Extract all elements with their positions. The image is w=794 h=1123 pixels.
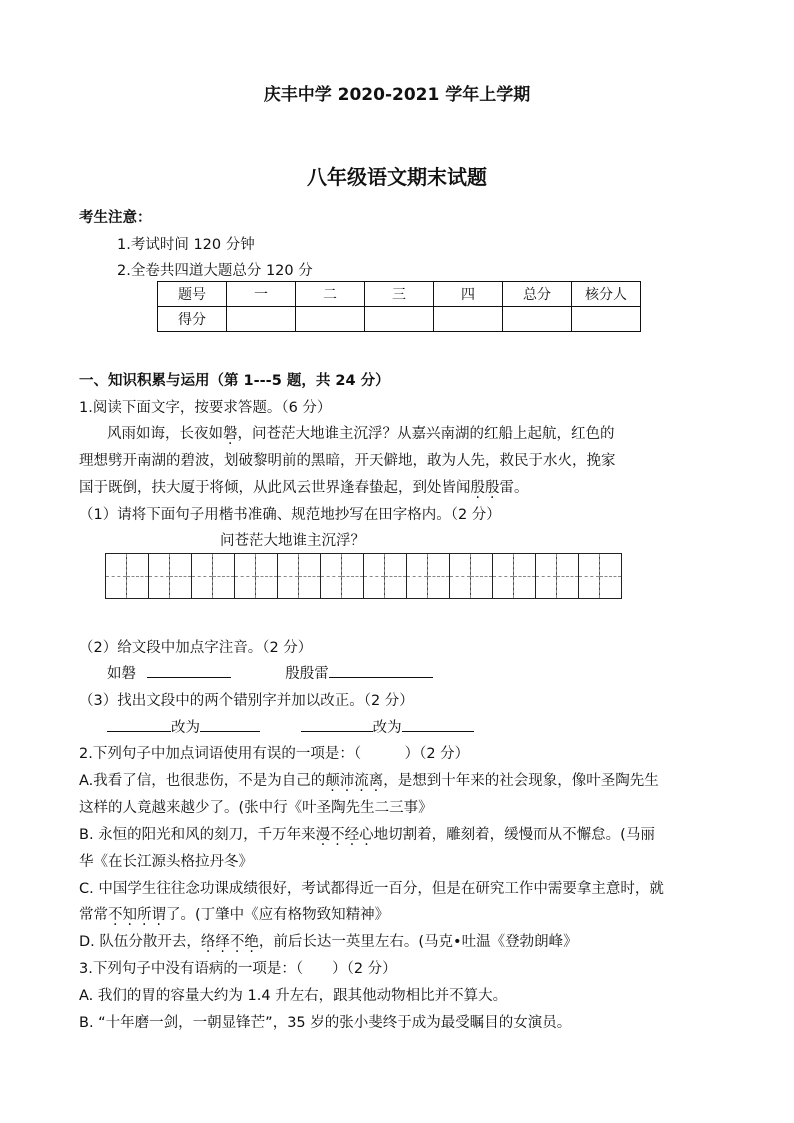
score-entry-cell[interactable] <box>296 307 365 332</box>
dotted-char: 知 <box>122 907 137 923</box>
passage-line-3: 国于既倒，扶大厦于将倾，从此风云世界逢春蛰起，到处皆闻殷殷雷。 <box>79 480 529 496</box>
q2-title: 2.下列句子中加点词语使用有误的一项是：（ ）（2 分） <box>79 746 470 762</box>
score-table-cell: 核分人 <box>572 282 641 307</box>
q1-sub1: （1）请将下面句子用楷书准确、规范地抄写在田字格内。（2 分） <box>79 507 501 523</box>
tianzige-box[interactable] <box>406 553 450 599</box>
dotted-char: 绎 <box>215 934 230 950</box>
score-entry-cell[interactable] <box>365 307 434 332</box>
change-to-label: 改为 <box>372 720 402 736</box>
dotted-char: 殷 <box>485 480 500 496</box>
tianzige-box[interactable] <box>449 553 493 599</box>
q1-title: 1.阅读下面文字，按要求答题。（6 分） <box>79 400 332 416</box>
q2-option-b-line2: 华《在长江源头格拉丹冬》 <box>79 854 253 870</box>
answer-blank[interactable] <box>329 662 433 678</box>
dotted-char: 颠 <box>325 773 340 789</box>
pinyin-line <box>107 662 433 683</box>
tianzige-box[interactable] <box>234 553 278 599</box>
score-table-cell: 二 <box>296 282 365 307</box>
dotted-char: 不 <box>330 827 345 843</box>
tianzige-box[interactable] <box>105 553 149 599</box>
score-table-cell: 总分 <box>503 282 572 307</box>
notice-heading: 考生注意： <box>79 210 152 226</box>
dotted-char: 所 <box>137 907 152 923</box>
dotted-char: 殷 <box>470 480 485 496</box>
section1-heading: 一、知识积累与运用（第 1---5 题，共 24 分） <box>79 373 390 389</box>
score-entry-cell[interactable] <box>434 307 503 332</box>
notice-item-1: 1.考试时间 120 分钟 <box>117 237 255 253</box>
notice-item-2: 2.全卷共四道大题总分 120 分 <box>117 263 313 279</box>
dotted-char: 心 <box>359 827 374 843</box>
tianzige-box[interactable] <box>191 553 235 599</box>
copy-sentence: 问苍茫大地谁主沉浮？ <box>220 533 365 549</box>
tianzige-grid[interactable] <box>105 553 621 599</box>
q2-option-c-line1: C. 中国学生往往念功课成绩很好，考试都得近一百分，但是在研究工作中需要拿主意时，就 <box>79 881 664 897</box>
answer-blank[interactable] <box>402 716 474 732</box>
answer-blank[interactable] <box>107 716 171 732</box>
dotted-char: 绝 <box>244 934 259 950</box>
dotted-char: 漫 <box>315 827 331 843</box>
school-title: 庆丰中学 2020-2021 学年上学期 <box>263 85 531 105</box>
tianzige-box[interactable] <box>363 553 407 599</box>
tianzige-box[interactable] <box>492 553 536 599</box>
change-to-label: 改为 <box>171 720 200 736</box>
score-entry-cell[interactable] <box>572 307 641 332</box>
dotted-char: 经 <box>344 827 360 843</box>
dotted-char: 不 <box>229 934 245 950</box>
passage-line-1: 风雨如诲，长夜如磐，问苍茫大地谁主沉浮？从嘉兴南湖的红船上起航，红色的 <box>107 426 615 442</box>
tianzige-box[interactable] <box>535 553 579 599</box>
tianzige-box[interactable] <box>277 553 321 599</box>
score-table-cell: 一 <box>227 282 296 307</box>
exam-title: 八年级语文期末试题 <box>307 165 487 189</box>
q3-option-b: B. “十年磨一剑，一朝显锋芒”，35 岁的张小斐终于成为最受瞩目的女演员。 <box>79 1015 572 1031</box>
dotted-char: 不 <box>108 907 123 923</box>
passage-line-2: 理想劈开南湖的碧波，划破黎明前的黑暗，开天僻地，敢为人先，救民于水火，挽家 <box>79 453 616 469</box>
q2-option-b-line1: B. 永恒的阳光和风的刻刀，千万年来漫不经心地切割着，雕刻着，缓慢而从不懈怠。(马丽 <box>79 827 655 843</box>
answer-blank[interactable] <box>301 716 373 732</box>
tianzige-box[interactable] <box>148 553 192 599</box>
score-table-cell: 四 <box>434 282 503 307</box>
word-b: 殷殷雷 <box>285 666 329 682</box>
q3-option-a: A. 我们的胃的容量大约为 1.4 升左右，跟其他动物相比并不算大。 <box>79 988 508 1004</box>
dotted-char: 磐 <box>223 426 238 442</box>
dotted-char: 离 <box>368 773 384 789</box>
correction-line <box>107 716 474 737</box>
tianzige-box[interactable] <box>578 553 622 599</box>
q1-sub3: （3）找出文段中的两个错别字并加以改正。（2 分） <box>79 693 414 709</box>
tianzige-box[interactable] <box>320 553 364 599</box>
score-table-score-row <box>158 307 641 332</box>
answer-blank[interactable] <box>147 662 231 678</box>
score-table-header-row <box>158 282 641 307</box>
q2-option-a-line1: A.我看了信，也很悲伤，不是为自己的颠沛流离，是想到十年来的社会现象，像叶圣陶先生 <box>79 773 659 789</box>
dotted-char: 流 <box>354 773 369 789</box>
q2-option-c-line2: 常常不知所谓了。(丁肇中《应有格物致知精神》 <box>79 907 390 923</box>
word-a: 如磐 <box>107 666 136 682</box>
score-table-cell: 得分 <box>158 307 227 332</box>
q3-title: 3.下列句子中没有语病的一项是：（ ）（2 分） <box>79 961 397 977</box>
q1-sub2: （2）给文段中加点字注音。（2 分） <box>79 640 313 656</box>
q2-option-d: D. 队伍分散开去，络绎不绝，前后长达一英里左右。(马克•吐温《登勃朗峰》 <box>79 934 578 950</box>
score-entry-cell[interactable] <box>503 307 572 332</box>
q2-option-a-line2: 这样的人竟越来越少了。(张中行《叶圣陶先生二三事》 <box>79 800 433 816</box>
dotted-char: 谓 <box>151 907 166 923</box>
score-table <box>157 281 641 332</box>
score-table-cell: 三 <box>365 282 434 307</box>
dotted-char: 络 <box>200 934 216 950</box>
score-table-cell: 题号 <box>158 282 227 307</box>
dotted-char: 沛 <box>339 773 355 789</box>
answer-blank[interactable] <box>200 716 260 732</box>
score-entry-cell[interactable] <box>227 307 296 332</box>
